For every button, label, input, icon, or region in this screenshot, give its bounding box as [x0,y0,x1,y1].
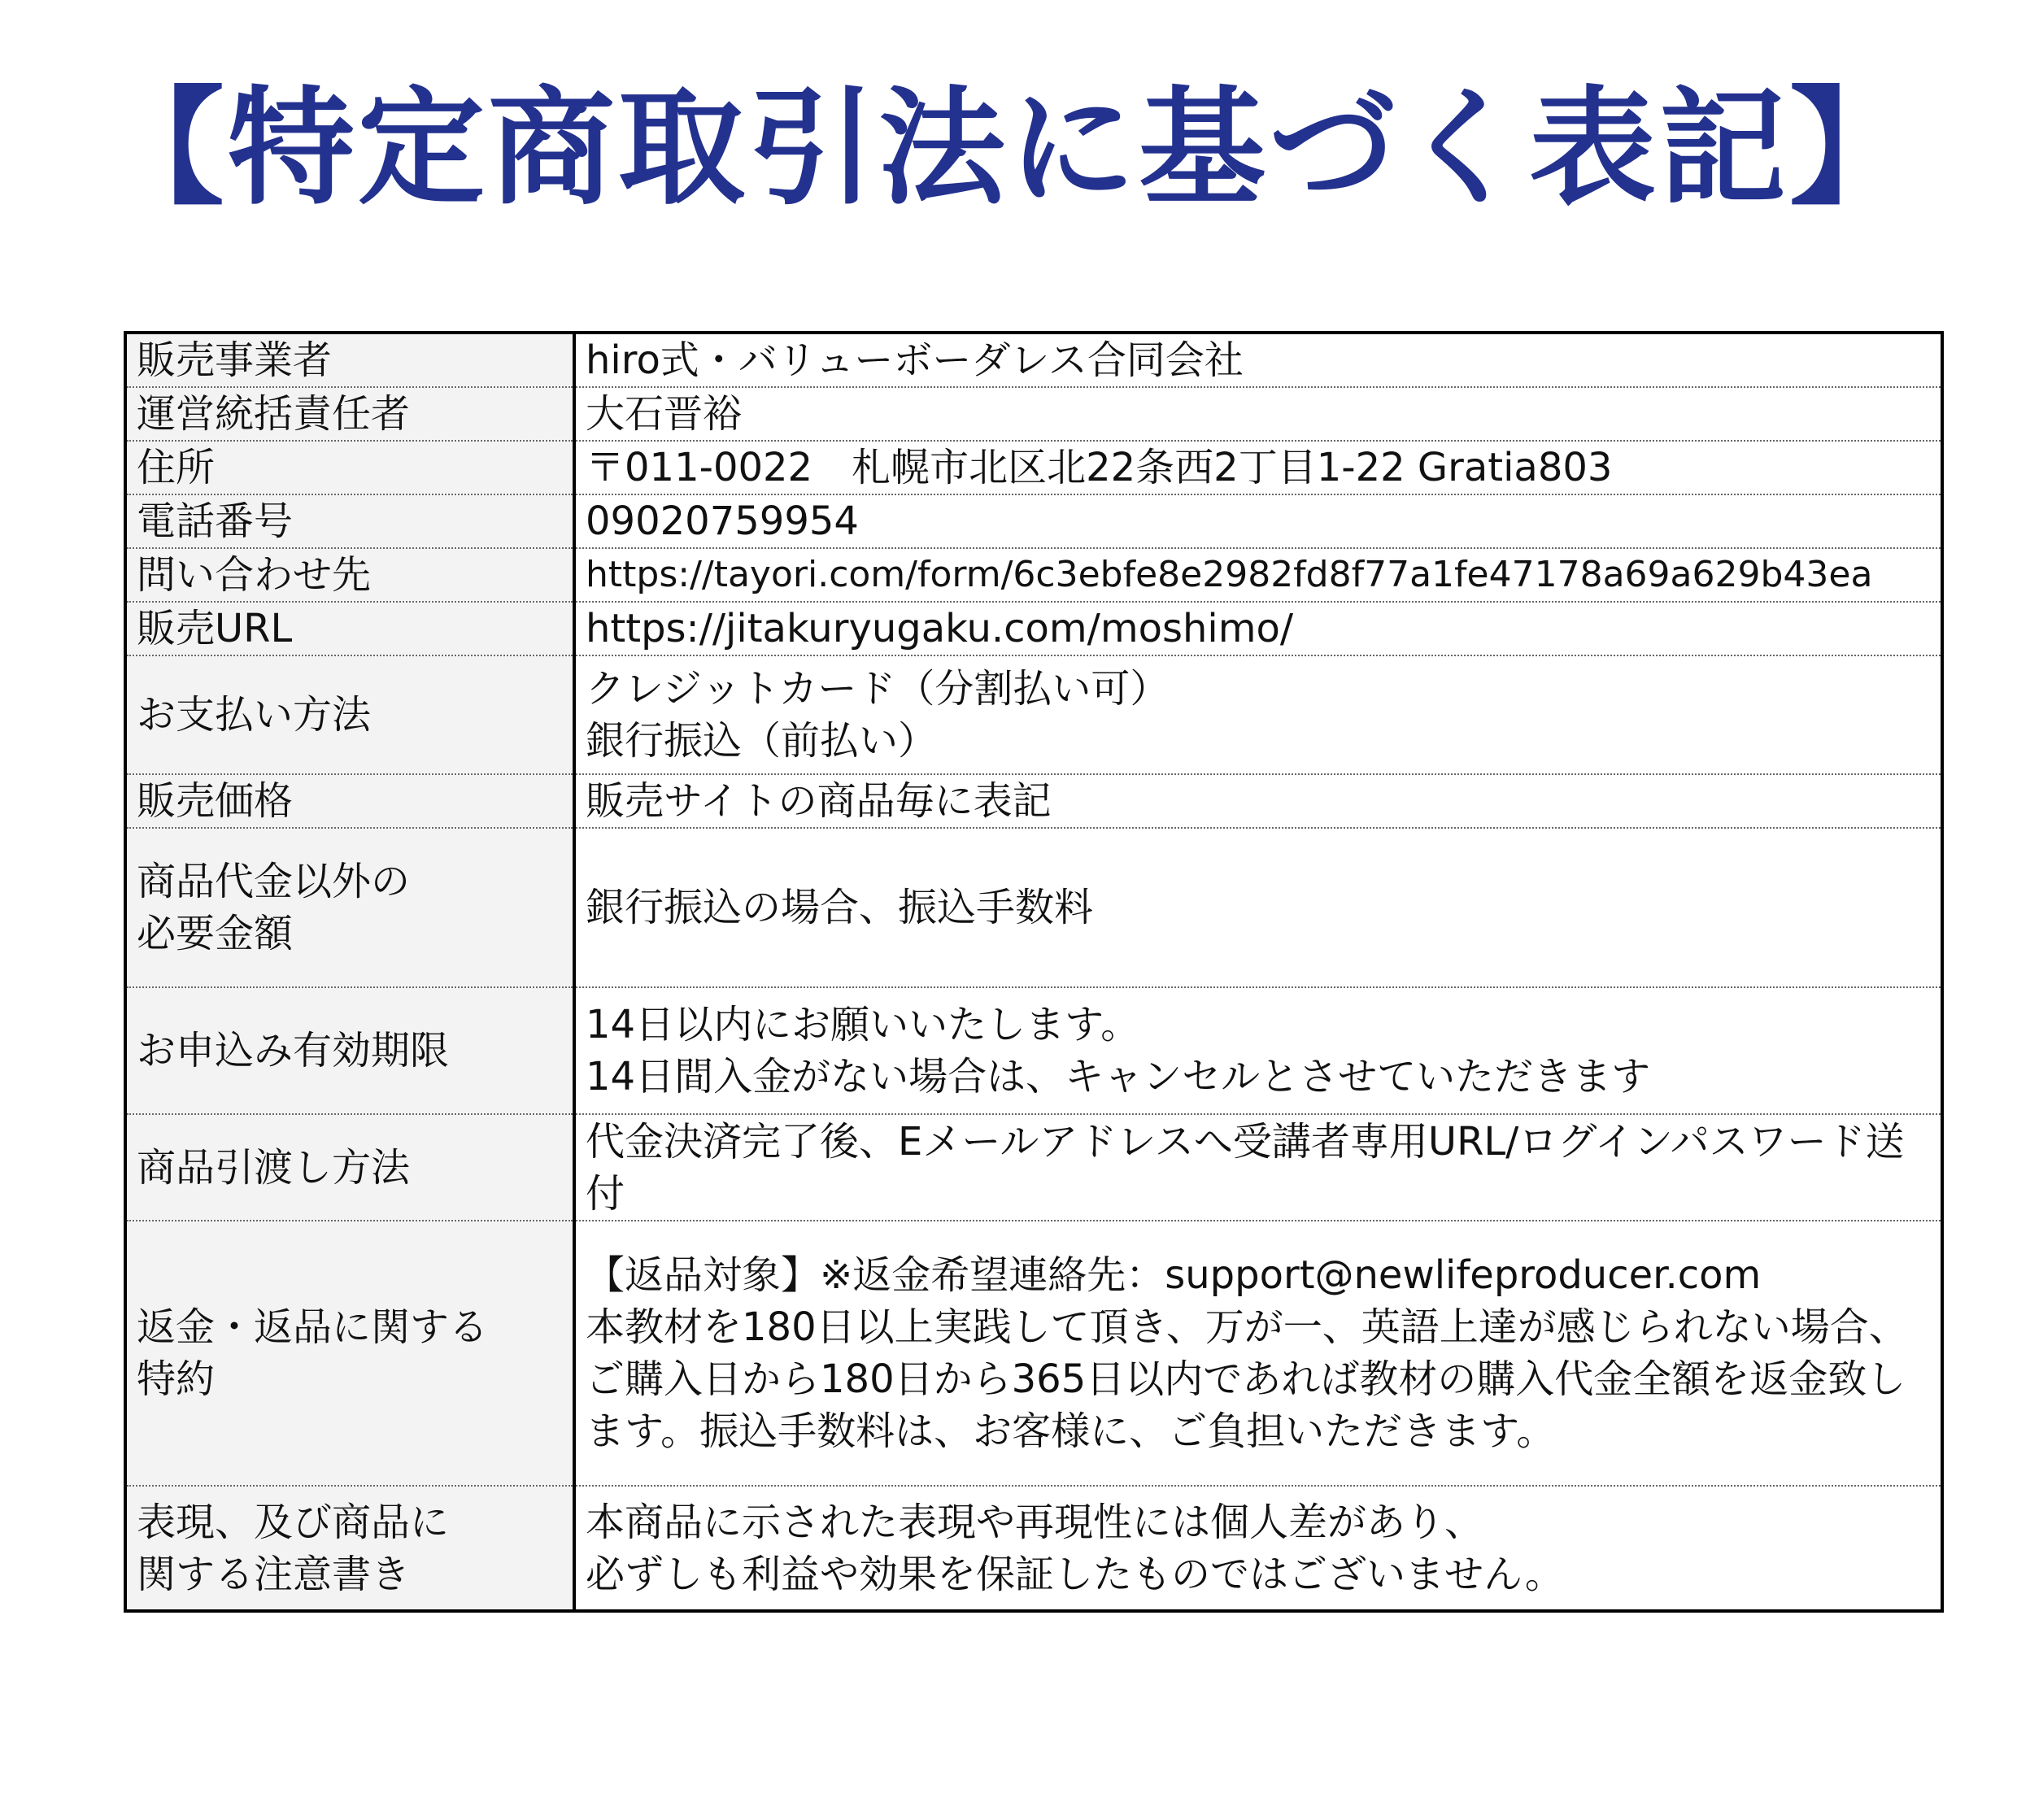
row-value-sales-url: https://jitakuryugaku.com/moshimo/ [574,602,1942,655]
table-row [125,602,1942,655]
row-label-delivery: 商品引渡し方法 [125,1114,574,1221]
legal-disclosure-table [124,331,1944,1613]
row-value-disclaimer: 本商品に示された表現や再現性には個人差があり、 必ずしも利益や効果を保証したものではございません。 [574,1486,1942,1611]
row-value-price: 販売サイトの商品毎に表記 [574,774,1942,828]
table-row [125,987,1942,1114]
row-label-disclaimer: 表現、及び商品に 関する注意書き [125,1486,574,1611]
table-row [125,1221,1942,1486]
row-label-sales-url: 販売URL [125,602,574,655]
table-row [125,655,1942,774]
row-value-refund: 【返品対象】※返金希望連絡先：support@newlifeproducer.com 本教材を180日以上実践して頂き、万が一、英語上達が感じられない場合、ご購入日から180日から365日以内であれば教材の購入代金全額を返金致します。振込手数料は、お客様に、ご負担いただきます。 [574,1221,1942,1486]
row-label-contact: 問い合わせ先 [125,548,574,602]
row-value-delivery: 代金決済完了後、Eメールアドレスへ受講者専用URL/ログインパスワード送付 [574,1114,1942,1221]
row-label-address: 住所 [125,441,574,494]
row-value-extra-fees: 銀行振込の場合、振込手数料 [574,828,1942,987]
row-value-address: 〒011-0022 札幌市北区北22条西2丁目1-22 Gratia803 [574,441,1942,494]
row-label-seller: 販売事業者 [125,333,574,387]
table-row [125,494,1942,548]
row-value-contact: https://tayori.com/form/6c3ebfe8e2982fd8f77a1fe47178a69a629b43ea [574,548,1942,602]
row-label-refund: 返金・返品に関する 特約 [125,1221,574,1486]
table-row [125,548,1942,602]
table-row [125,774,1942,828]
row-label-manager: 運営統括責任者 [125,387,574,441]
row-label-price: 販売価格 [125,774,574,828]
row-value-validity: 14日以内にお願いいたします。 14日間入金がない場合は、キャンセルとさせていただきます [574,987,1942,1114]
table-row [125,828,1942,987]
table-row [125,1486,1942,1611]
row-value-seller: hiro式・バリューボーダレス合同会社 [574,333,1942,387]
row-value-manager: 大石晋裕 [574,387,1942,441]
row-label-phone: 電話番号 [125,494,574,548]
table-row [125,1114,1942,1221]
row-value-payment: クレジットカード（分割払い可） 銀行振込（前払い） [574,655,1942,774]
page-title: 【特定商取引法に基づく表記】 [98,74,1919,222]
table-row [125,387,1942,441]
row-label-extra-fees: 商品代金以外の 必要金額 [125,828,574,987]
row-label-validity: お申込み有効期限 [125,987,574,1114]
table-row [125,441,1942,494]
row-label-payment: お支払い方法 [125,655,574,774]
row-value-phone: 09020759954 [574,494,1942,548]
table-row [125,333,1942,387]
